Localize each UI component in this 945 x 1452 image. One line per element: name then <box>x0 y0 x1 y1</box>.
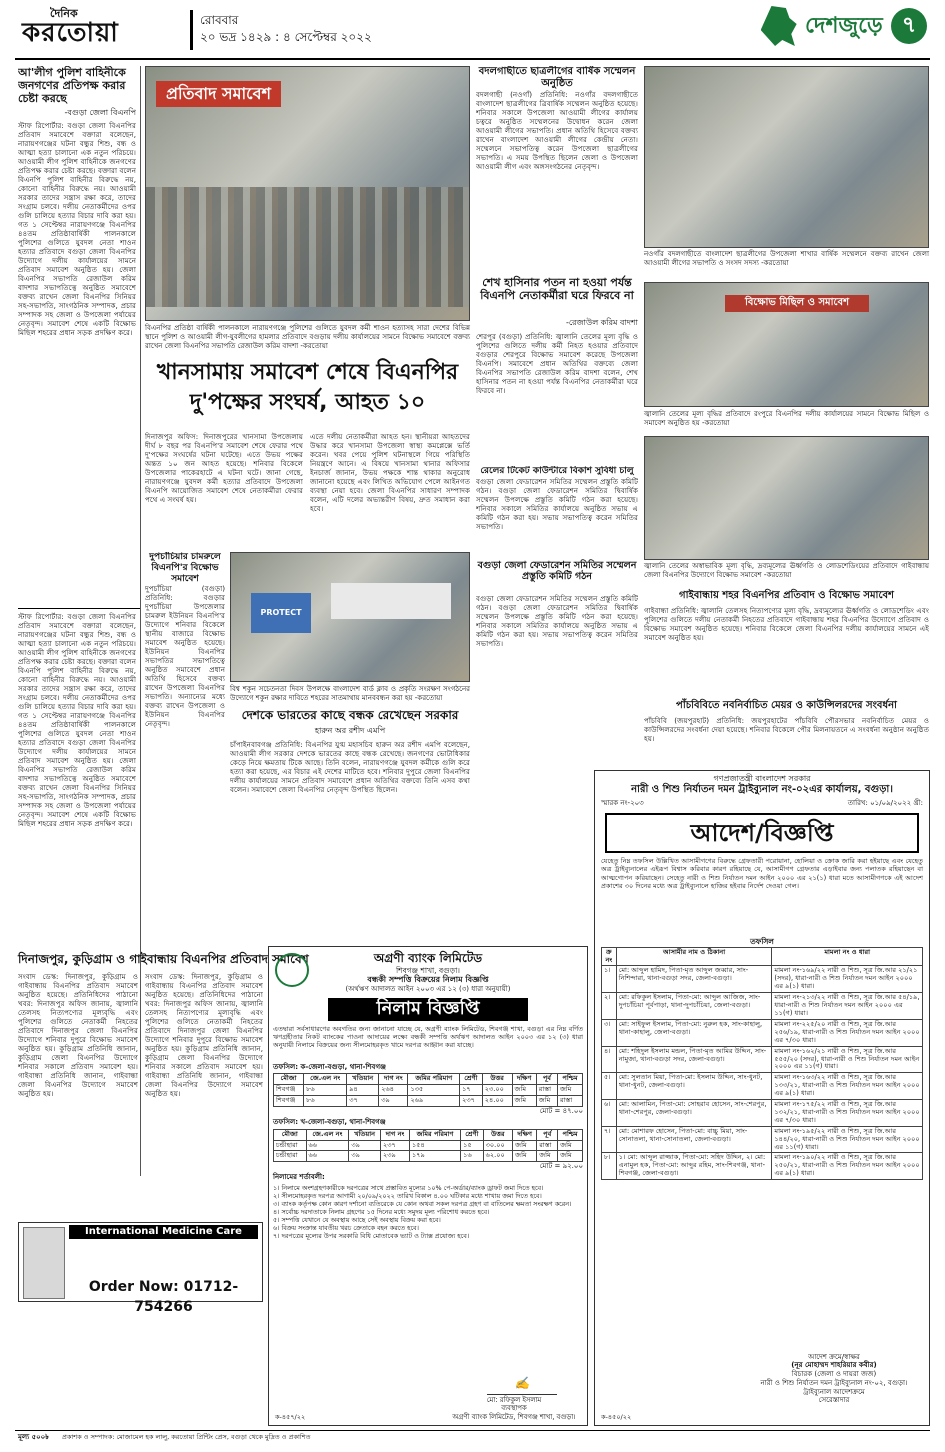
bank-term-item: ৬। বিক্রয় সংক্রান্ত যাবতীয় খরচ ক্রেতাকে বহন করতে হবে। <box>273 1223 419 1232</box>
table-row <box>602 1073 923 1100</box>
table-cell: ৩০.০০ <box>483 1140 513 1151</box>
vulture-photo-caption <box>230 685 470 707</box>
court-sig-title: বিচারক (জেলা ও দায়রা জজ) <box>791 1370 877 1378</box>
left-bottom-col2 <box>145 972 263 1217</box>
table-cell: ২। <box>602 993 617 1020</box>
masthead-divider <box>190 10 193 50</box>
table-cell: জমি <box>558 1140 583 1151</box>
table-header-cell: মামলা নং ও ধারা <box>772 947 923 966</box>
table-cell: মামলা নং-১৯৫/২২ নারী ও শিশু, সূত্র জি.আর ১৪৪/২০, ধারা-নারী ও শিশু নির্যাতন দমন আইন ২০০০ এর ১১(গ) ধারা। <box>772 1126 923 1153</box>
vulture-caption-credit: -করতোয়া <box>414 693 443 702</box>
table-cell: ১৬ <box>461 1151 483 1162</box>
table-cell: ৩৭ <box>347 1096 379 1107</box>
table-cell: মো: মোশারফ হোসেন, পিতা-মো: বাচ্চু মিয়া, সাং-সোনাতলা, থানা-সোনাতলা, জেলা-বগুড়া। <box>616 1126 772 1153</box>
rangpur-photo-caption <box>644 410 929 432</box>
mid-story-body: চাঁপাইনবাবগঞ্জ প্রতিনিধি: বিএনপির যুগ্ম মহাসচিব হারুন অর রশীদ এমপি বলেছেন, আওয়ামী লীগ সরকার দেশকে ভারতের কাছে বন্ধক রেখেছে। জনগণের ভোটাধিকার কেড়ে নিয়ে ক্ষমতায় টিকে আছে। তিনি বলেন, নারায়ণগঞ্জে যুবদল কর্মীকে গুলি করে হত্যা করা হয়েছে, এর বিচার এই দেশের মাটিতে হবে। শনিবার দুপুরে জেলা বিএনপির দলীয় কার্যালয়ের সামনে প্রতিবাদ সমাবেশে প্রধান অতিথির বক্তব্যে তিনি এসব কথা বলেন। সমাবেশে জেলা বিএনপির নেতৃবৃন্দ উপস্থিত ছিলেন। <box>230 740 470 794</box>
table-header-cell: উত্তর <box>483 1129 513 1140</box>
court-memo: স্মারক নং-২০৩ <box>601 798 644 807</box>
bank-signature: ✍ <box>487 1376 557 1395</box>
footer-price: মূল্য ৫০০৳ <box>18 1433 49 1441</box>
table-cell: জমি <box>557 1085 582 1096</box>
table-cell: ১। <box>602 966 617 993</box>
bank-terms-list <box>269 1184 587 1279</box>
table-cell: ১৭৯ <box>409 1151 460 1162</box>
table-cell: জমি <box>513 1140 537 1151</box>
table-cell: ৬২.০০ <box>483 1151 513 1162</box>
table-header-cell: শ্রেণী <box>461 1129 483 1140</box>
masthead-rule <box>15 58 930 60</box>
bank-table2 <box>269 1129 587 1171</box>
rally-caption-credit: -করতোয়া <box>300 341 328 350</box>
rail-ticket-body: বগুড়া জেলা ফেডারেশন সমিতির সম্মেলন প্রস্তুতি কমিটি গঠন। বগুড়া জেলা ফেডারেশন সমিতির দ্বিবার্ষিক সম্মেলন উপলক্ষে প্রস্তুতি কমিটি গঠন করা হয়েছে। শনিবার সকালে সমিতির কার্যালয়ে অনুষ্ঠিত সভায় এ কমিটি গঠন করা হয়। সভায় সভাপতিত্ব করেন সমিতির সভাপতি। <box>476 476 638 531</box>
crowd-image <box>146 187 469 307</box>
table-cell: ৮। <box>602 1153 617 1180</box>
table-row <box>602 966 923 993</box>
sherpur-byline: -রেজাউল করিম বাদশা <box>565 318 638 327</box>
table-header-cell: মৌজা <box>274 1129 307 1140</box>
table-row <box>602 1046 923 1073</box>
gaibandha-story-body: গাইবান্ধা প্রতিনিধি: জ্বালানি তেলসহ নিত্যপণ্যের মূল্য বৃদ্ধি, দ্রব্যমূল্যের ঊর্ধ্বগতি ও লোডশেডিং এবং পুলিশের গুলিতে দলীয় নেতাকর্মী নিহতের প্রতিবাদে গাইবান্ধায় শহর বিএনপির উদ্যোগে প্রতিবাদ ও বিক্ষোভ সমাবেশ অনুষ্ঠিত হয়েছে। শনিবার বিকেলে জেলা বিএনপির দলীয় কার্যালয়ের সামনে এই সমাবেশ অনুষ্ঠিত হয়। <box>644 606 929 642</box>
panchbibi-body: পাঁচবিবি (জয়পুরহাট) প্রতিনিধি: জয়পুরহাটের পাঁচবিবি পৌরসভার নবনির্বাচিত মেয়র ও কাউন্সিলরদের সংবর্ধনা দেয়া হয়েছে। শনিবার বিকেলে পৌর মিলনায়তনে এ সংবর্ধনা অনুষ্ঠান অনুষ্ঠিত হয়। <box>644 716 929 743</box>
table-cell: মামলা নং-২১৩/২২ নারী ও শিশু, সূত্র জি.আর ৫৪/১৯, ধারা-নারী ও শিশু নির্যাতন দমন আইন ২০০০ এর ১১(গ) ধারা। <box>772 993 923 1020</box>
court-office: নারী ও শিশু নির্যাতন দমন ট্রাইব্যুনাল নং-০২এর কার্যালয়, বগুড়া। <box>631 784 893 795</box>
dupchanchia-headline: দুপচাঁচিয়ার চামরুলে বিএনপি'র বিক্ষোভ সমাবেশ <box>149 552 221 584</box>
table-cell: ১৭ <box>460 1085 483 1096</box>
table-header-cell: পূর্ব <box>537 1129 558 1140</box>
table-cell: মামলা নং-১৬৯/২২ নারী ও শিশু, সূত্র জি.আর ২১/২১ (সদর), ধারা-নারী ও শিশু নির্যাতন দমন আইন ২০০০ এর ৯(১) ধারা। <box>772 966 923 993</box>
bank-term-item: ৪। সর্বোচ্চ দরদাতাকে নিলাম গ্রহণের ১৫ দিনের মধ্যে সমুদয় মূল্য পরিশোধ করতে হবে। <box>273 1207 490 1216</box>
chhatraleague-conference-photo <box>644 66 929 248</box>
gaibandha-story-block <box>644 606 929 696</box>
court-notice-title: আদেশ/বিজ্ঞপ্তি <box>605 813 919 853</box>
dupchanchia-body: দুপচাঁচিয়া (বগুড়া) প্রতিনিধি: বগুড়ার দুপচাঁচিয়া উপজেলার চামরুল ইউনিয়ন বিএনপি'র উদ্যোগে শনিবার বিকেলে স্থানীয় বাজারে বিক্ষোভ সমাবেশ অনুষ্ঠিত হয়েছে। ইউনিয়ন বিএনপির সভাপতির সভাপতিত্বে অনুষ্ঠিত সমাবেশে প্রধান অতিথি হিসেবে বক্তব্য রাখেন উপজেলা বিএনপির সভাপতি। অন্যান্যের মধ্যে বক্তব্য রাখেন উপজেলা ও ইউনিয়ন বিএনপির নেতৃবৃন্দ। <box>145 584 225 729</box>
table-cell: জমি <box>558 1151 583 1162</box>
table-cell: ২৩৭ <box>380 1140 409 1151</box>
medicine-ad <box>18 1222 263 1315</box>
sherpur-headline: শেখ হাসিনার পতন না হওয়া পর্যন্ত বিএনপি নেতাকর্মীরা ঘরে ফিরবে না <box>480 276 634 303</box>
table-cell: ৩। <box>602 1019 617 1046</box>
masthead-day: রোববার <box>200 13 239 27</box>
bank-signer-title: ব্যবস্থাপক <box>501 1404 527 1413</box>
table-header-cell: দক্ষিণ <box>512 1074 536 1085</box>
table-row <box>274 1151 583 1162</box>
table-cell: মো: শহিদুল ইসলাম মন্ডল, পিতা-মৃত আমির উদ্দিন, সাং-নামুজা, থানা-বগুড়া সদর, জেলা-বগুড়া। <box>616 1046 772 1073</box>
table-header-cell: দাগ নং <box>380 1129 409 1140</box>
left-story-headline: আ'লীগ পুলিশ বাহিনীকে জনগণের প্রতিপক্ষ করার চেষ্টা করছে <box>18 66 126 106</box>
main-story-body-right: এতে দলীয় নেতাকর্মীরা আহত হন। স্থানীয়রা আহতদের উদ্ধার করে খানসামা উপজেলা স্বাস্থ্য কমপ্লেক্সে ভর্তি করেন। খবর পেয়ে পুলিশ ঘটনাস্থলে গিয়ে পরিস্থিতি নিয়ন্ত্রণে আনে। এ বিষয়ে খানসামা থানার অফিসার ইনচার্জ জানান, উভয় পক্ষকে শান্ত থাকার অনুরোধ জানানো হয়েছে এবং লিখিত অভিযোগ পেলে আইনগত ব্যবস্থা নেয়া হবে। জেলা বিএনপির সাধারণ সম্পাদক বলেন, এটি দলের অভ্যন্তরীণ বিষয়, দ্রুত সমাধান করা হবে। <box>310 432 470 513</box>
bank-terms-title: নিলামের শর্তাবলী: <box>273 1173 325 1182</box>
table-header-cell: মৌজা <box>274 1074 304 1085</box>
court-sig-role: সেরেস্তাদার <box>818 1396 850 1405</box>
bank-act: (অর্থঋণ আদালত আইন ২০০৩ এর ১২ (৩) ধারা অনুযায়ী) <box>345 985 511 994</box>
rangpur-rally-photo <box>644 282 929 407</box>
rally-banner: প্রতিবাদ সমাবেশ <box>156 81 281 107</box>
table-cell: মো: আলামিন, পিতা-মো: সোহরাব হোসেন, সাং-শেরপুর, থানা-শেরপুর, জেলা-বগুড়া। <box>616 1100 772 1127</box>
table-cell: ২৬৯ <box>408 1096 460 1107</box>
table-cell: ১৩৫ <box>408 1085 460 1096</box>
bank-table1-total: মোট = ৪৭.০০ <box>539 1107 583 1116</box>
rail-ticket-story <box>476 466 638 556</box>
gaibandha-caption-credit: -করতোয়া <box>763 570 792 579</box>
main-story-left <box>145 432 303 547</box>
conference-photo-caption <box>644 250 929 274</box>
table-cell: ১৫৪ <box>409 1140 460 1151</box>
main-story-body-left: দিনাজপুর অফিস: দিনাজপুরের খানসামা উপজেলায় দীর্ঘ ৮ বছর পর বিএনপি'র সমাবেশ শেষে ফেরার পথে দু'পক্ষের সংঘর্ষের ঘটনা ঘটেছে। এতে উভয় পক্ষের অন্তত ১০ জন আহত হয়েছে। শনিবার বিকেলে উপজেলার পাকেরহাটে এ ঘটনা ঘটে। জানা গেছে, নারায়ণগঞ্জে যুবদল কর্মী হত্যার প্রতিবাদে উপজেলা বিএনপি আয়োজিত সমাবেশ শেষে নেতাকর্মীরা ফেরার পথে এ সংঘর্ষ হয়। <box>145 432 303 504</box>
table-row <box>602 1100 923 1127</box>
table-cell: ২৬৪ <box>379 1085 408 1096</box>
footer-imprint: প্রকাশক ও সম্পাদক: মোজামেল হক লালু, করতোয়া প্রিন্টিং প্রেস, বগুড়া থেকে মুদ্রিত ও প্রকাশিত <box>62 1433 311 1441</box>
federation-headline: বগুড়া জেলা ফেডারেশন সমিতির সম্মেলন প্রস্তুতি কমিটি গঠন <box>477 560 637 583</box>
table-cell: রাস্তা <box>557 1096 582 1107</box>
rally-caption-text: বিএনপির প্রতিষ্ঠা বার্ষিকী পালনকালে নারায়ণগঞ্জে পুলিশের গুলিতে যুবদল কর্মী শাওন হত্যাসহ সারা দেশের বিভিন্ন স্থানে পুলিশ ও আওয়ামী লীগ-যুবলীগের হামলার প্রতিবাদে বগুড়ায় দলীয় কার্যালয়ের সামনে বিক্ষোভ সমাবেশে বক্তব্য রাখেন জেলা বিএনপির সভাপতি রেজাউল করিম বাদশা <box>145 324 470 350</box>
section-title: দেশজুড়ে <box>804 13 883 39</box>
gaibandha-caption-text: জ্বালানি তেলের অস্বাভাবিক মূল্য বৃদ্ধি, দ্রব্যমূল্যের ঊর্ধ্বগতি ও লোডশেডিংয়ের প্রতিবাদে গাইবান্ধায় জেলা বিএনপির উদ্যোগে বিক্ষোভ সমাবেশ <box>644 562 929 579</box>
left-bottom-col1 <box>18 972 138 1217</box>
table-cell: ১। মো: আব্দুল রাজ্জাক, পিতা-মো: সহিদ উদ্দিন, ২। মো: এনামুল হক, পিতা-মো: আব্দুর রহিম, সাং-শিবগঞ্জ, থানা-শিবগঞ্জ, জেলা-বগুড়া। <box>616 1153 772 1180</box>
left-bottom-body-1: সংবাদ ডেস্ক: দিনাজপুর, কুড়িগ্রাম ও গাইবান্ধায় বিএনপির প্রতিবাদ সমাবেশ অনুষ্ঠিত হয়েছে। প্রতিনিধিদের পাঠানো খবর: দিনাজপুর অফিস জানায়, জ্বালানি তেলসহ নিত্যপণ্যের মূল্যবৃদ্ধি এবং পুলিশের গুলিতে নেতাকর্মী নিহতের প্রতিবাদে দিনাজপুর জেলা বিএনপির উদ্যোগে শনিবার দুপুরে বিক্ষোভ সমাবেশ অনুষ্ঠিত হয়। কুড়িগ্রাম প্রতিনিধি জানান, কুড়িগ্রাম জেলা বিএনপির উদ্যোগে শনিবার সকালে প্রতিবাদ সমাবেশ হয়। গাইবান্ধা প্রতিনিধি জানান, গাইবান্ধা জেলা বিএনপির উদ্যোগে সমাবেশ অনুষ্ঠিত হয়। <box>18 972 138 1098</box>
court-ad-code: ক-৪৫০/২২ <box>601 1412 632 1421</box>
court-sig-sub: ট্রাইব্যুনাল আদেশক্রমে <box>803 1387 865 1396</box>
federation-body: বগুড়া জেলা ফেডারেশন সমিতির সম্মেলন প্রস্তুতি কমিটি গঠন। বগুড়া জেলা ফেডারেশন সমিতির দ্বিবার্ষিক সম্মেলন উপলক্ষে প্রস্তুতি কমিটি গঠন করা হয়েছে। শনিবার সকালে সমিতির কার্যালয়ে অনুষ্ঠিত সভায় এ কমিটি গঠন করা হয়। সভায় সভাপতিত্ব করেন সমিতির সভাপতি। <box>476 594 638 648</box>
table-header-cell: পশ্চিম <box>558 1129 583 1140</box>
court-table <box>595 947 929 1181</box>
rally-photo <box>145 66 470 321</box>
table-cell: চন্ডীহারা <box>274 1140 307 1151</box>
badalgachi-headline: বদলগাছীতে ছাত্রলীগের বার্ষিক সম্মেলন অনুষ্ঠিত <box>478 66 636 89</box>
panchbibi-headline: পাঁচবিবিতে নবনির্বাচিত মেয়র ও কাউন্সিলরদের সংবর্ধনা <box>676 700 897 711</box>
left-story-body: স্টাফ রিপোর্টার: বগুড়া জেলা বিএনপির প্রতিবাদ সমাবেশে বক্তারা বলেছেন, নারায়ণগঞ্জের ঘটনা বন্ধুর শিশু, বন্ধ ও আত্মা হত্যা চালানো এক নতুন পরিচয়ে। আওয়ামী লীগ পুলিশ বাহিনীকে জনগণের প্রতিপক্ষ করার চেষ্টা করছে। বক্তারা বলেন বিএনপি পুলিশ বাহিনীর বিরুদ্ধে নয়, কোনো বাহিনীর বিরুদ্ধে নয়। আওয়ামী সরকার তাদের সন্ত্রাস রক্ষা করে, তাদের সংগ্রাম চলবে। দলীয় নেতাকর্মীদের ওপর গুলি চালিয়ে হত্যার বিচার দাবি করা হয়। গত ১ সেপ্টেম্বর নারায়ণগঞ্জে বিএনপির ৪৪তম প্রতিষ্ঠাবার্ষিকী পালনকালে পুলিশের গুলিতে যুবদল নেতা শাওন হত্যার প্রতিবাদে বগুড়া জেলা বিএনপির উদ্যোগে দলীয় কার্যালয়ের সামনে প্রতিবাদ সমাবেশ অনুষ্ঠিত হয়। জেলা বিএনপির সভাপতি রেজাউল করিম বাদশার সভাপতিত্বে অনুষ্ঠিত সমাবেশে বক্তব্য রাখেন জেলা বিএনপির সিনিয়র সহ-সভাপতি, সাংগঠনিক সম্পাদক, প্রচার সম্পাদক সহ জেলা ও উপজেলা পর্যায়ের নেতৃবৃন্দ। সমাবেশ শেষে একটি বিক্ষোভ মিছিল শহরের প্রধান সড়ক প্রদক্ষিণ করে। <box>18 120 136 337</box>
gaibandha-rally-photo <box>644 436 929 560</box>
table-cell: ৯৪ <box>347 1085 379 1096</box>
rangpur-banner: বিক্ষোভ মিছিল ও সমাবেশ <box>725 295 869 312</box>
table-header-cell: উত্তর <box>482 1074 512 1085</box>
table-header-cell: জমির পরিমাণ <box>409 1129 460 1140</box>
bank-branch: শিবগঞ্জ শাখা, বগুড়া। <box>396 966 460 975</box>
mid-story-byline: হারুন অর রশীদ এমপি <box>314 726 386 735</box>
table-cell: ২৪.০০ <box>482 1096 512 1107</box>
bank-term-item: ৩। ব্যাংক কর্তৃপক্ষ কোন কারণ দর্শানো ব্যতিরেকে যে কোন অথবা সকল দরপত্র গ্রহণ বা বাতিলের ক্ষমতা সংরক্ষণ করেন। <box>273 1199 572 1208</box>
mid-story-body-block <box>230 740 470 930</box>
table-header-cell: খতিয়ান <box>349 1129 381 1140</box>
table-header-cell: জে.এল নং <box>306 1129 349 1140</box>
protest-banner <box>331 583 451 619</box>
table-header-cell: আসামীর নাম ও ঠিকানা <box>616 947 772 966</box>
table-cell: ৩৯ <box>349 1140 381 1151</box>
table-cell: ১৫ <box>461 1140 483 1151</box>
court-intro: যেহেতু নিম্ন তফসিল উল্লিখিত আসামীগণের বিরুদ্ধে গ্রেফতারী পরোয়ানা, হোলিয়া ও ক্রোক জারি করা হইয়াছে এবং যেহেতু অত্র ট্রাইব্যুনালের এইরূপ বিশ্বাস করিবার কারণ রহিয়াছে যে, আসামীগণ গ্রেফতার এড়াইবার জন্য পলাতক রহিয়াছেন বা আত্মগোপন করিয়াছেন। সেহেতু নারী ও শিশু নির্যাতন দমন আইন ২০০০ এর ২১(১) ধারা মতে আসামীগণকে এই আদেশ প্রকাশের ৩০ দিনের মধ্যে অত্র ট্রাইব্যুনালে হাজির হইবার নির্দেশ দেওয়া গেল। <box>601 857 923 890</box>
bank-table2-total: মোট = ৯২.০০ <box>539 1162 583 1171</box>
table-cell: জমি <box>536 1096 557 1107</box>
table-row <box>274 1085 583 1096</box>
court-notice <box>594 770 930 1426</box>
table-cell: রাস্তা <box>536 1085 557 1096</box>
bank-logo-icon <box>275 953 309 987</box>
table-cell: ৮৬ <box>304 1096 347 1107</box>
table-cell: জমি <box>513 1151 537 1162</box>
table-header-cell: শ্রেণী <box>460 1074 483 1085</box>
vulture-awareness-photo <box>230 552 470 682</box>
table-cell: মো: আব্দুল হামিদ, পিতা-মৃত আব্দুল জব্বার, সাং-নিশিন্দারা, থানা-বগুড়া সদর, জেলা-বগুড়া। <box>616 966 772 993</box>
table-row <box>602 1019 923 1046</box>
table-cell: মামলা নং-১৯০/২২ নারী ও শিশু, সূত্র জি.আর ২৫০/২১, ধারা-নারী ও শিশু নির্যাতন দমন আইন ২০০০ এর ৯(১) ধারা। <box>772 1153 923 1180</box>
court-sig-label: আদেশ ক্রমে/স্বাক্ষর <box>808 1352 860 1361</box>
left-bottom-body-2: সংবাদ ডেস্ক: দিনাজপুর, কুড়িগ্রাম ও গাইবান্ধায় বিএনপির প্রতিবাদ সমাবেশ অনুষ্ঠিত হয়েছে। প্রতিনিধিদের পাঠানো খবর: দিনাজপুর অফিস জানায়, জ্বালানি তেলসহ নিত্যপণ্যের মূল্যবৃদ্ধি এবং পুলিশের গুলিতে নেতাকর্মী নিহতের প্রতিবাদে দিনাজপুর জেলা বিএনপির উদ্যোগে শনিবার দুপুরে বিক্ষোভ সমাবেশ অনুষ্ঠিত হয়। কুড়িগ্রাম প্রতিনিধি জানান, কুড়িগ্রাম জেলা বিএনপির উদ্যোগে শনিবার সকালে প্রতিবাদ সমাবেশ হয়। গাইবান্ধা প্রতিনিধি জানান, গাইবান্ধা জেলা বিএনপির উদ্যোগে সমাবেশ অনুষ্ঠিত হয়। <box>145 972 263 1098</box>
bangladesh-map-icon <box>761 6 797 46</box>
table-row <box>274 1140 583 1151</box>
court-sig-name: (নূর মোহাম্মদ শাহরিয়ার কবীর) <box>791 1361 877 1370</box>
table-header-cell: দক্ষিণ <box>513 1129 537 1140</box>
table-header-cell: জে.এল নং <box>304 1074 347 1085</box>
left-column-story <box>18 66 136 601</box>
court-gov: গণপ্রজাতন্ত্রী বাংলাদেশ সরকার <box>713 774 811 783</box>
table-cell: ৮৬ <box>304 1085 347 1096</box>
table-cell: মামলা নং-১৭৫/২২ নারী ও শিশু, সূত্র জি.আর ১৩২/২১, ধারা-নারী ও শিশু নির্যাতন দমন আইন ২০০০ এর ৭/৩০ ধারা। <box>772 1100 923 1127</box>
section-rule <box>18 608 140 609</box>
badalgachi-body: বদলগাছী (নওগাঁ) প্রতিনিধি: নওগাঁর বদলগাছীতে বাংলাদেশ ছাত্রলীগের ত্রিবার্ষিক সম্মেলন অনুষ্ঠিত হয়েছে। শনিবার সকালে উপজেলা আওয়ামী লীগের কার্যালয় চত্বরে অনুষ্ঠিত সম্মেলনের উদ্বোধন করেন জেলা আওয়ামী লীগের সভাপতি। প্রধান অতিথি হিসেবে বক্তব্য রাখেন বাংলাদেশ আওয়ামী লীগের কেন্দ্রীয় নেতা। সম্মেলনে সভাপতিত্ব করেন উপজেলা ছাত্রলীগের সভাপতি। এ সময় উপস্থিত ছিলেন জেলা ও উপজেলা আওয়ামী লীগ এবং অঙ্গসংগঠনের নেতৃবৃন্দ। <box>476 90 638 171</box>
table-cell: জমি <box>512 1096 536 1107</box>
bank-auction-notice <box>268 946 588 1426</box>
table-row <box>274 1096 583 1107</box>
medicine-ad-order: Order Now: 01712-754266 <box>88 1279 239 1315</box>
left-story-byline: -বগুড়া জেলা বিএনপি <box>64 107 136 117</box>
bank-table2-title: তফসিল: খ-জেলা-বগুড়া, থানা-শিবগঞ্জ <box>273 1117 386 1126</box>
rail-ticket-headline: রেলের টিকেট কাউন্টারে বিকাশ সুবিধা চালু <box>480 466 634 476</box>
table-cell: ৪। <box>602 1046 617 1073</box>
left-col-continuation <box>18 612 136 947</box>
main-story-right <box>310 432 470 547</box>
court-tafsil-label: তফসিল <box>750 937 774 947</box>
table-cell: শিবগঞ্জ <box>274 1085 304 1096</box>
court-sig-org: নারী ও শিশু নির্যাতন দমন ট্রাইব্যুনাল নং-০২, বগুড়া। <box>760 1378 908 1387</box>
table-header-cell: জমির পরিমাণ <box>408 1074 460 1085</box>
panchbibi-block <box>644 716 929 766</box>
bank-notice-title: নিলাম বিজ্ঞপ্তি <box>328 998 528 1021</box>
table-header-cell: পূর্ব <box>536 1074 557 1085</box>
bank-table1 <box>269 1073 587 1115</box>
sherpur-body: শেরপুর (বগুড়া) প্রতিনিধি: জ্বালানি তেলের মূল্য বৃদ্ধি ও পুলিশের গুলিতে দলীয় কর্মী নিহত হওয়ার প্রতিবাদে বগুড়ার শেরপুরে বিক্ষোভ সমাবেশ করেছে উপজেলা বিএনপি। সমাবেশে প্রধান অতিথির বক্তব্যে জেলা বিএনপির সভাপতি রেজাউল করিম বাদশা বলেন, শেখ হাসিনার পতন না হওয়া পর্যন্ত বিএনপির নেতাকর্মীরা ঘরে ফিরবে না। <box>476 332 638 395</box>
masthead-date <box>200 12 372 47</box>
rally-photo-caption <box>145 324 470 354</box>
table-cell: ২৩৭ <box>460 1096 483 1107</box>
section-header <box>727 6 927 54</box>
bank-intro: এতদ্বারা সর্বসাধারণের অবগতির জন্য জানানো যাচ্ছে যে, অগ্রণী ব্যাংক লিমিটেড, শিবগঞ্জ শাখা, বগুড়া এর নিম্ন বর্ণিত ঋণগ্রহীতার নিকট ব্যাংকের পাওনা আদায়ের লক্ষ্যে বন্ধকী সম্পত্তি অর্থঋণ আদালত আইন ২০০৩ এর ১২ (৩) ধারা অনুযায়ী নিলামে বিক্রয়ের জন্য সীলমোহরকৃত খামে দরপত্র আহ্বান করা যাচ্ছে। <box>273 1024 583 1049</box>
sherpur-body-block <box>476 332 638 462</box>
table-header-cell: ক্র নং <box>602 947 617 966</box>
bank-table1-title: তফসিল: ক-জেলা-বগুড়া, থানা-শিবগঞ্জ <box>273 1062 387 1071</box>
court-signer-block <box>749 1353 919 1406</box>
gaibandha-photo-caption <box>644 562 929 586</box>
vulture-caption-text: বিশ্ব শকুন সচেতনতা দিবস উপলক্ষে বাংলাদেশ বার্ড ক্লাব ও প্রকৃতি সংরক্ষণ সংগঠনের উদ্যোগে শকুন রক্ষার দাবিতে শহরের সাতমাথায় মানববন্ধন করা হয় <box>230 685 470 702</box>
table-cell: ৬। <box>602 1100 617 1127</box>
table-cell: চন্ডীহারা <box>274 1151 307 1162</box>
bank-term-item: ৫। সম্পত্তি যেখানে যে অবস্থায় আছে সেই অবস্থায় বিক্রয় করা হবে। <box>273 1215 441 1224</box>
bank-name: অগ্রণী ব্যাংক লিমিটেড <box>373 951 483 965</box>
page-number: ৭ <box>891 8 927 44</box>
medicine-bottle-icon <box>23 1227 65 1299</box>
main-headline: খানসামায় সমাবেশ শেষে বিএনপির দু'পক্ষের সংঘর্ষ, আহত ১০ <box>156 360 459 415</box>
footer-rule <box>15 1430 930 1431</box>
table-cell: ২৩৯ <box>380 1151 409 1162</box>
table-cell: ২৩.০০ <box>482 1085 512 1096</box>
left-bottom-headline: দিনাজপুর, কুড়িগ্রাম ও গাইবান্ধায় বিএনপির প্রতিবাদ সমাবেশ <box>18 952 309 966</box>
logo-main-text: করতোয়া <box>22 18 119 49</box>
bank-subtitle: বন্ধকী সম্পত্তি বিক্রয়ের নিলাম বিজ্ঞপ্তি <box>367 975 489 985</box>
table-cell: ৩৯ <box>379 1096 408 1107</box>
bank-signer-block <box>449 1396 579 1421</box>
table-header-cell: দাগ নং <box>379 1074 408 1085</box>
rangpur-caption-credit: -করতোয়া <box>701 418 730 427</box>
table-row <box>602 1126 923 1153</box>
table-header-cell: পশ্চিম <box>557 1074 582 1085</box>
bank-signer-org: অগ্রণী ব্যাংক লিমিটেড, শিবগঞ্জ শাখা, বগুড়া। <box>452 1412 576 1421</box>
table-cell: জমি <box>512 1085 536 1096</box>
court-memo-row <box>595 797 929 810</box>
bank-ad-code: ক-৪৫৭/২২ <box>275 1412 306 1421</box>
gaibandha-story-headline: গাইবান্ধায় শহর বিএনপির প্রতিবাদ ও বিক্ষোভ সমাবেশ <box>679 590 894 601</box>
rangpur-caption-text: জ্বালানি তেলের মূল্য বৃদ্ধির প্রতিবাদে রংপুরে বিএনপির দলীয় কার্যালয়ের সামনে বিক্ষোভ মিছিল ও সমাবেশ অনুষ্ঠিত হয় <box>644 410 929 427</box>
table-cell: ৩৯ <box>349 1151 381 1162</box>
court-date: তারিখ: ০১/০৯/২০২২ খ্রী: <box>847 798 923 807</box>
table-cell: মো: সুলতান মিয়া, পিতা-মো: ইসলাম উদ্দিন, সাং-ধুনট, থানা-ধুনট, জেলা-বগুড়া। <box>616 1073 772 1100</box>
bank-signer-name: মো: রফিকুল ইসলাম <box>486 1395 542 1404</box>
table-cell: ৬৬ <box>306 1151 349 1162</box>
table-cell: মো: রফিকুল ইসলাম, পিতা-মো: আব্দুল আজিজ, সাং-দুপচাঁচিয়া পূর্বপাড়া, থানা-দুপচাঁচিয়া, জেলা-বগুড়া। <box>616 993 772 1020</box>
dupchanchia-story <box>145 552 225 942</box>
table-cell: মামলা নং-২২৫/২০ নারী ও শিশু, সূত্র জি.আর ২৫৬/১৯, ধারা-নারী ও শিশু নির্যাতন দমন আইন ২০০০ এর ৭/৩০ ধারা। <box>772 1019 923 1046</box>
table-header-cell: খতিয়ান <box>347 1074 379 1085</box>
table-row <box>602 993 923 1020</box>
logo-top-text: দৈনিক <box>50 7 78 20</box>
table-row <box>602 1153 923 1180</box>
mid-story-headline: দেশকে ভারতের কাছে বন্ধক রেখেছেন সরকার <box>241 708 459 722</box>
table-cell: মামলা নং-১৬২/২১ নারী ও শিশু, সূত্র জি.আর ৫৫৫/২০ (সদর), ধারা-নারী ও শিশু নির্যাতন দমন আইন ২০০০ এর ১১(গ) ধারা। <box>772 1046 923 1073</box>
table-cell: ৭। <box>602 1126 617 1153</box>
table-cell: রাস্তা <box>537 1140 558 1151</box>
masthead-date-text: ২০ ভদ্র ১৪২৯ : ৪ সেপ্টেম্বর ২০২২ <box>200 30 372 45</box>
masthead-logo <box>22 8 182 52</box>
table-cell: ৬৬ <box>306 1140 349 1151</box>
bank-term-item: ১। নিলামে অংশগ্রহণকারীকে দরপত্রের সাথে প্রস্তাবিত মূল্যের ১০% পে-অর্ডার/ব্যাংক ড্রাফট জমা দিতে হবে। <box>273 1183 544 1192</box>
table-cell: শিবগঞ্জ <box>274 1096 304 1107</box>
table-cell: ৫। <box>602 1073 617 1100</box>
left-col-continuation-body: স্টাফ রিপোর্টার: বগুড়া জেলা বিএনপির প্রতিবাদ সমাবেশে বক্তারা বলেছেন, নারায়ণগঞ্জের ঘটনা বন্ধুর শিশু, বন্ধ ও আত্মা হত্যা চালানো এক নতুন পরিচয়ে। আওয়ামী লীগ পুলিশ বাহিনীকে জনগণের প্রতিপক্ষ করার চেষ্টা করছে। বক্তারা বলেন বিএনপি পুলিশ বাহিনীর বিরুদ্ধে নয়, কোনো বাহিনীর বিরুদ্ধে নয়। আওয়ামী সরকার তাদের সন্ত্রাস রক্ষা করে, তাদের সংগ্রাম চলবে। দলীয় নেতাকর্মীদের ওপর গুলি চালিয়ে হত্যার বিচার দাবি করা হয়। গত ১ সেপ্টেম্বর নারায়ণগঞ্জে বিএনপির ৪৪তম প্রতিষ্ঠাবার্ষিকী পালনকালে পুলিশের গুলিতে যুবদল নেতা শাওন হত্যার প্রতিবাদে বগুড়া জেলা বিএনপির উদ্যোগে দলীয় কার্যালয়ের সামনে প্রতিবাদ সমাবেশ অনুষ্ঠিত হয়। জেলা বিএনপির সভাপতি রেজাউল করিম বাদশার সভাপতিত্বে অনুষ্ঠিত সমাবেশে বক্তব্য রাখেন জেলা বিএনপির সিনিয়র সহ-সভাপতি, সাংগঠনিক সম্পাদক, প্রচার সম্পাদক সহ জেলা ও উপজেলা পর্যায়ের নেতৃবৃন্দ। সমাবেশ শেষে একটি বিক্ষোভ মিছিল শহরের প্রধান সড়ক প্রদক্ষিণ করে। <box>18 612 136 828</box>
bank-term-item: ৭। দরপত্রের মূল্যের উপর সরকারি বিধি মোতাবেক ভ্যাট ও ট্যাক্স প্রযোজ্য হবে। <box>273 1231 470 1240</box>
medicine-ad-title: International Medicine Care <box>69 1225 258 1239</box>
protest-placard-1: PROTECT <box>251 593 311 633</box>
column-divider <box>140 66 141 1176</box>
table-cell: জমি <box>537 1151 558 1162</box>
bank-term-item: ২। সীলমোহরকৃত দরপত্র আগামী ২০/০৯/২০২২ তারিখ বিকাল ৪.০০ ঘটিকার মধ্যে শাখায় জমা দিতে হবে। <box>273 1191 542 1200</box>
table-cell: মামলা নং-১৬৩/২২ নারী ও শিশু, সূত্র জি.আর ১৩৩/২১, ধারা-নারী ও শিশু নির্যাতন দমন আইন ২০০০ এর ৯(১) ধারা। <box>772 1073 923 1100</box>
table-cell: মো: সাইফুল ইসলাম, পিতা-মো: নুরুল হক, সাং-কাহালু, থানা-কাহালু, জেলা-বগুড়া। <box>616 1019 772 1046</box>
conference-caption-text: নওগাঁর বদলগাছীতে বাংলাদেশ ছাত্রলীগের উপজেলা শাখার বার্ষিক সম্মেলনে বক্তব্য রাখেন জেলা আওয়ামী লীগের সভাপতি ও সংসদ সদস্য <box>644 250 929 267</box>
conference-caption-credit: -করতোয়া <box>761 258 789 267</box>
